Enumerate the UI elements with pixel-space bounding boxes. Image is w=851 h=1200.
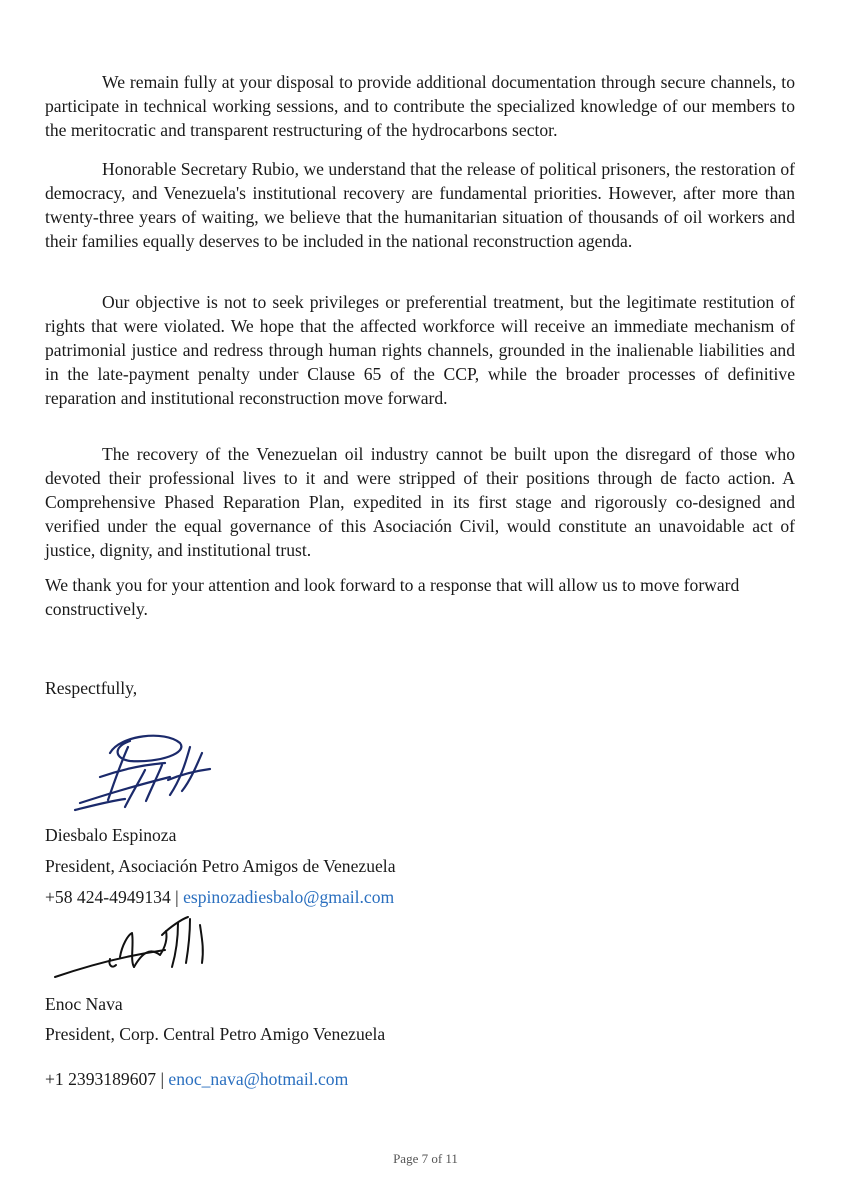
signature-espinoza-image [70, 725, 215, 815]
paragraph-disposal: We remain fully at your disposal to provide additional documentation through secure channels, to participate in technical working sessions, and to contribute the specialized knowledge of our members to the meritocratic and transparent restructuring of the hydrocarbons sector. [45, 72, 795, 140]
signatory-1-name: Diesbalo Espinoza [45, 825, 177, 845]
closing-salutation: Respectfully, [45, 678, 138, 698]
signatory-2-phone: +1 2393189607 [45, 1069, 157, 1089]
signatory-2-contact [45, 1067, 348, 1091]
signatory-1-title: President, Asociación Petro Amigos de Venezuela [45, 856, 396, 876]
signatory-2-name: Enoc Nava [45, 994, 123, 1014]
signatory-2-email-link[interactable]: enoc_nava@hotmail.com [168, 1069, 349, 1089]
paragraph-thanks: We thank you for your attention and look forward to a response that will allow us to move forward constructively. [45, 575, 740, 619]
signatory-2-title: President, Corp. Central Petro Amigo Venezuela [45, 1024, 386, 1044]
signature-nava-image [50, 905, 220, 985]
signatory-1-phone: +58 424-4949134 [45, 887, 171, 907]
contact-separator: | [170, 887, 184, 907]
paragraph-objective: Our objective is not to seek privileges or preferential treatment, but the legitimate restitution of rights that were violated. We hope that the affected workforce will receive an immediate mechanism of patrimonial justice and redress through human rights channels, grounded in the inalienable liabilities and in the late-payment penalty under Clause 65 of the CCP, while the broader processes of definitive reparation and institutional reconstruction move forward. [45, 292, 795, 408]
page-number: Page 7 of 11 [393, 1151, 458, 1166]
signatory-1-email-link[interactable]: espinozadiesbalo@gmail.com [183, 887, 395, 907]
paragraph-recovery: The recovery of the Venezuelan oil industry cannot be built upon the disregard of those who devoted their professional lives to it and were stripped of their positions through de facto action. A Comprehensive Phased Reparation Plan, expedited in its first stage and rigorously co-designed and verified under the equal governance of this Asociación Civil, would constitute an unavoidable act of justice, dignity, and institutional trust. [45, 444, 795, 560]
paragraph-secretary-rubio: Honorable Secretary Rubio, we understand that the release of political prisoners, the restoration of democracy, and Venezuela's institutional recovery are fundamental priorities. However, after more than twenty-three years of waiting, we believe that the humanitarian situation of thousands of oil workers and their families equally deserves to be included in the national reconstruction agenda. [45, 159, 795, 251]
contact-separator: | [156, 1069, 169, 1089]
